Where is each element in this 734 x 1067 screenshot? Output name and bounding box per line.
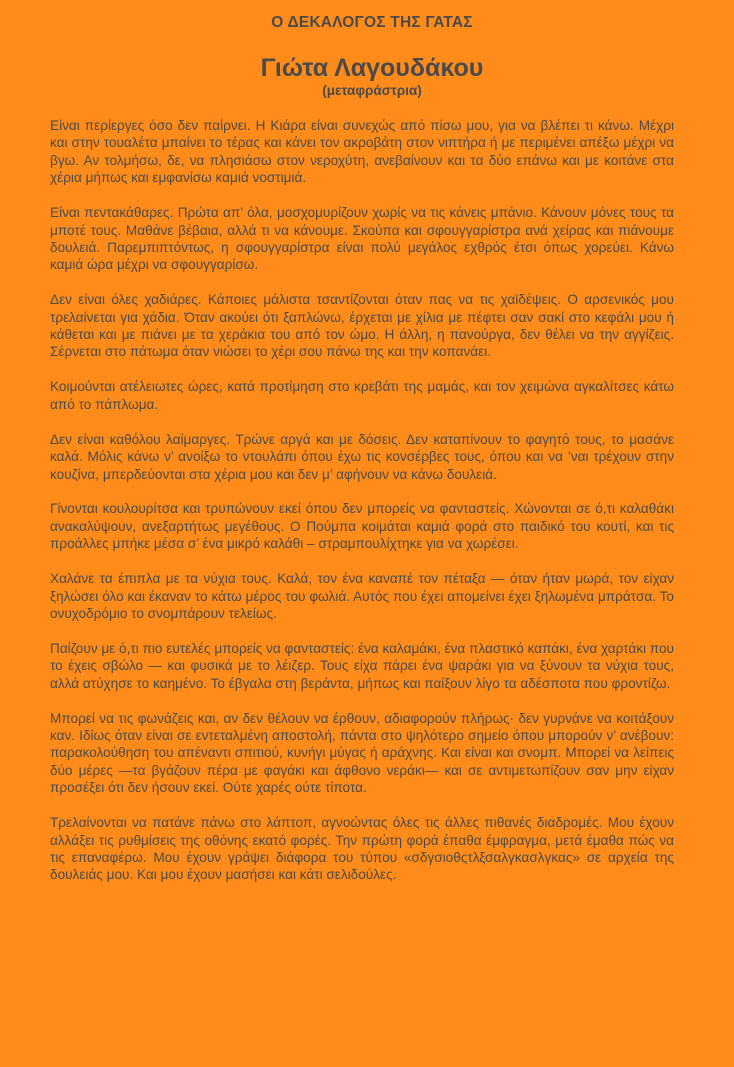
paragraph: Είναι πεντακάθαρες. Πρώτα απ’ όλα, μοσχομυρίζουν χωρίς να τις κάνεις μπάνιο. Κάνουν μόνες τους τα μποτέ τους. Μαθάνε βέβαια, αλλά τι να κάνουμε. Σκούπα και σφουγγαρίστρα ανά χείρας και πιάνουμε δουλειά. Παρεμπιπτόντως, η σφουγγαρίστρα είναι πολύ μεγάλος εχθρός έτσι όπως χορεύει. Κάνω καμιά ώρα μέχρι να σφουγγαρίσω.	[50, 205, 674, 273]
author-role: (μεταφράστρια)	[322, 83, 422, 98]
document-title: Ο ΔΕΚΑΛΟΓΟΣ ΤΗΣ ΓΑΤΑΣ	[271, 14, 473, 31]
document-body	[50, 117, 674, 884]
paragraph: Δεν είναι καθόλου λαίμαργες. Τρώνε αργά και με δόσεις. Δεν καταπίνουν το φαγητό τους, το μασάνε καλά. Μόλις κάνω ν’ ανοίξω το ντουλάπι όπου έχω τις κονσέρβες τους, όπου και να ’ναι τρέχουν στην κουζίνα, μπερδεύονται στα χέρια μου και δεν μ’ αφήνουν να κάνω δουλειά.	[50, 431, 674, 482]
paragraph: Τρελαίνονται να πατάνε πάνω στο λάπτοπ, αγνοώντας όλες τις άλλες πιθανές διαδρομές. Μου έχουν αλλάξει τις ρυθμίσεις της οθόνης εκατό φορές. Την πρώτη φορά έπαθα έμφραγμα, μετά έμαθα πώς να τις επαναφέρω. Μου έχουν γράψει διάφορα του τύπου «σδγσιοθςτλξσαλγκασλγκας» σε αρχεία της δουλειάς μου. Και μου έχουν μασήσει και κάτι σελιδούλες.	[50, 815, 674, 883]
paragraph: Κοιμούνται ατέλειωτες ώρες, κατά προτίμηση στο κρεβάτι της μαμάς, και τον χειμώνα αγκαλίτσες κάτω από το πάπλωμα.	[50, 379, 674, 412]
paragraph: Χαλάνε τα έπιπλα με τα νύχια τους. Καλά, τον ένα καναπέ τον πέταξα — όταν ήταν μωρά, τον είχαν ξηλώσει όλο και έκαναν το κάτω μέρος του φωλιά. Αυτός που έχει απομείνει έχει ξηλωμένα μπράτσα. Το ονυχοδρόμιο το σνομπάρουν τελείως.	[50, 571, 674, 621]
paragraph: Γίνονται κουλουρίτσα και τρυπώνουν εκεί όπου δεν μπορείς να φανταστείς. Χώνονται σε ό,τι καλαθάκι ανακαλύψουν, ανεξαρτήτως μεγέθους. Ο Πούμπα κοιμάται καμιά φορά στο παιδικό του κουτί, και τις προάλλες μπήκε μέσα σ’ ένα μικρό καλάθι – στραμπουλίχτηκε για να χωρέσει.	[50, 501, 674, 552]
paragraph: Δεν είναι όλες χαδιάρες. Κάποιες μάλιστα τσαντίζονται όταν πας να τις χαϊδέψεις. Ο αρσενικός μου τρελαίνεται για χάδια. Όταν ακούει ότι ξαπλώνω, έρχεται με χίλια με πέφτει σαν σακί στο κεφάλι μου ή κάθεται και με πιάνει με τα χεράκια του από τον ώμο. Η άλλη, η πανούργα, δεν θέλει να την αγγίζεις. Σέρνεται στο πάτωμα όταν νιώσει το χέρι σου πάνω της και την κοπανάει.	[50, 292, 674, 360]
paragraph: Μπορεί να τις φωνάζεις και, αν δεν θέλουν να έρθουν, αδιαφορούν πλήρως· δεν γυρνάνε να κοιτάξουν καν. Ιδίως όταν είναι σε εντεταλμένη αποστολή, πάντα στο ψηλότερο σημείο όπου μπορούν ν’ ανέβουν: παρακολούθηση του απέναντι σπιτιού, κυνήγι μύγας ή αράχνης. Και είναι και σνομπ. Μπορεί να λείπεις δύο μέρες —τα βγάζουν πέρα με φαγάκι και άφθονο νεράκι— και σε αντιμετωπίζουν σαν μην είχαν προσέξει ότι δεν ήσουν εκεί. Ούτε χαρές ούτε τίποτα.	[50, 710, 674, 796]
author-name: Γιώτα Λαγουδάκου	[260, 54, 484, 82]
paragraph: Παίζουν με ό,τι πιο ευτελές μπορείς να φανταστείς: ένα καλαμάκι, ένα πλαστικό καπάκι, ένα χαρτάκι που το έχεις σβώλο — και φυσικά με το λέιζερ. Τους είχα πάρει ένα ψαράκι για να ξύνουν τα νύχια τους, αλλά ατύχησε το καημένο. Το έβγαλα στη βεράντα, μήπως και παίξουν λίγο τα αδέσποτα που φροντίζω.	[50, 640, 674, 691]
paragraph: Είναι περίεργες όσο δεν παίρνει. Η Κιάρα είναι συνεχώς από πίσω μου, για να βλέπει τι κάνω. Μέχρι και στην τουαλέτα μπαίνει το τέρας και κάνει τον ακροβάτη στον νιπτήρα ή με περιμένει απέξω μέχρι να βγω. Αν τολμήσω, δε, να πλησιάσω στον νεροχύτη, ανεβαίνουν και τα δύο επάνω και με κοιτάνε στα χέρια μήπως και εμφανίσω καμιά νοστιμιά.	[50, 118, 674, 186]
